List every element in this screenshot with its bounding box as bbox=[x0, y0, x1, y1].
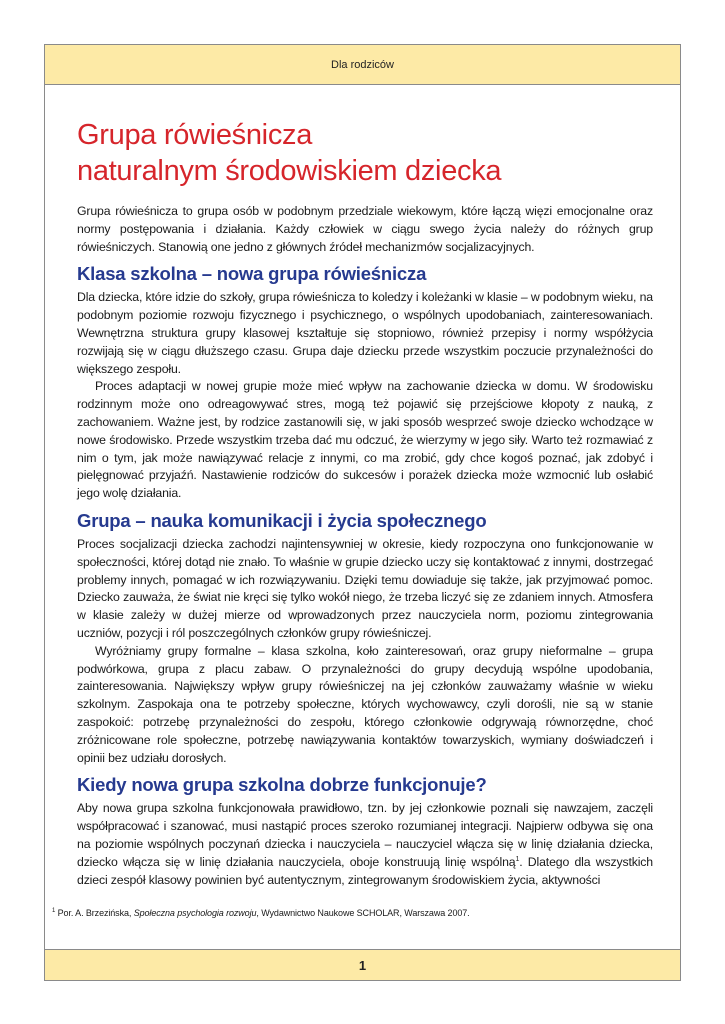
footnote-book-title: Społeczna psychologia rozwoju bbox=[133, 908, 257, 918]
section-heading-functioning: Kiedy nowa grupa szkolna dobrze funkcjonuje? bbox=[77, 774, 487, 796]
page-frame bbox=[44, 44, 681, 981]
paragraph bbox=[77, 800, 653, 889]
paragraph: Proces socjalizacji dziecka zachodzi najintensywniej w okresie, kiedy rozpoczyna ono funkcjonowanie w społeczności, której dotąd nie znało. To właśnie w grupie dziecko uczy się kontaktować z innymi, dostrzegać problemy innych, pomagać w ich rozwiązywaniu. Dzięki temu dowiaduje się także, jak przyjmować pomoc. Dziecko zauważa, że świat nie kręci się tylko wokół niego, że trzeba liczyć się ze zdaniem innych. Atmosfera w klasie zależy w dużej mierze od wprowadzonych przez nauczyciela norm, poziomu zintegrowania uczniów, pozycji i ról poszczególnych członków grupy rówieśniczej. bbox=[77, 536, 653, 640]
footnote-marker: 1 bbox=[52, 908, 56, 914]
title-line-1: Grupa rówieśnicza bbox=[77, 119, 313, 151]
intro-paragraph: Grupa rówieśnicza to grupa osób w podobnym przedziale wiekowym, które łączą więzi emocjonalne oraz normy postępowania i działania. Każdy człowiek w ciągu swego życia należy do różnych grup rówieśniczych. Stanowią one jedno z głównych źródeł mechanizmów socjalizacyjnych. bbox=[77, 204, 653, 254]
page-number: 1 bbox=[358, 957, 367, 973]
footnote-author: Por. A. Brzezińska, bbox=[57, 908, 134, 918]
paragraph-text: Aby nowa grupa szkolna funkcjonowała prawidłowo, tzn. by jej członkowie poznali się nawzajem, zaczęli współpracować i szanować, musi nastąpić proces szeroko rozumianej integracji. Najpierw odbywa się ona na poziomie wspólnych poczynań dziecka i nauczyciela – nauczyciel włącza się w linię działania dziecka, dziecko włącza się w linię działania nauczyciela, oboje konstruują linię wspólną bbox=[77, 801, 653, 869]
footnote-publisher: , Wydawnictwo Naukowe SCHOLAR, Warszawa 2007. bbox=[256, 908, 470, 918]
section-heading-communication: Grupa – nauka komunikacji i życia społecznego bbox=[77, 509, 487, 531]
paragraph: Proces adaptacji w nowej grupie może mieć wpływ na zachowanie dziecka w domu. W środowisku rodzinnym może ono odreagowywać stres, mogą też pojawić się przejściowe kłopoty z nauką, z zachowaniem. Ważne jest, by rodzice zastanowili się, w jaki sposób wesprzeć swoje dziecko wchodzące w nowe środowisko. Przede wszystkim trzeba dać mu odczuć, że wierzymy w jego siły. Warto też rozmawiać z nim o tym, jak może nawiązywać relacje z innymi, co ma zrobić, gdy chce kogoś poznać, jak zdobyć i pielęgnować przyjaźń. Nastawienie rodziców do sukcesów i porażek dziecka może wzmocnić lub osłabić jego wolę działania. bbox=[77, 379, 653, 501]
title-line-2: naturalnym środowiskiem dziecka bbox=[77, 155, 502, 187]
footnote bbox=[52, 908, 612, 918]
paragraph: Dla dziecka, które idzie do szkoły, grupa rówieśnicza to koledzy i koleżanki w klasie – w podobnym wieku, na podobnym poziomie rozwoju fizycznego i psychicznego, o wspólnych upodobaniach, zainteresowaniach. Wewnętrzna struktura grupy klasowej kształtuje się stopniowo, również przepisy i normy współżycia rozwijają się w ciągu dłuższego czasu. Grupa daje dziecku przede wszystkim poczucie przynależności do większego zespołu. bbox=[77, 290, 653, 376]
section-label: Dla rodziców bbox=[331, 58, 394, 71]
paragraph-text-continued: . Dlatego dla wszystkich dzieci zespół klasowy powinien być autentycznym, zintegrowanym środowiskiem życia, aktywności bbox=[77, 854, 653, 887]
section-heading-classroom: Klasa szkolna – nowa grupa rówieśnicza bbox=[77, 263, 427, 285]
header-bar bbox=[45, 45, 680, 85]
article-content bbox=[77, 117, 653, 889]
page-title bbox=[77, 117, 653, 189]
footnote-reference[interactable]: 1 bbox=[515, 855, 520, 863]
footer-bar bbox=[45, 949, 680, 980]
paragraph: Wyróżniamy grupy formalne – klasa szkolna, koło zainteresowań, oraz grupy nieformalne – grupa podwórkowa, grupa z placu zabaw. O przynależności do grupy decydują wspólne upodobania, zainteresowania. Największy wpływ grupy rówieśniczej na jej członków zauważamy właśnie w wieku szkolnym. Zaspokaja ona te potrzeby społeczne, których wychowawcy, czyli dorośli, nie są w stanie zaspokoić: potrzebę przynależności do zespołu, którego członkowie odgrywają równorzędne, choć zróżnicowane role społeczne, potrzebę nawiązywania kontaktów towarzyskich, wymiany doświadczeń i opinii bez udziału dorosłych. bbox=[77, 643, 653, 765]
